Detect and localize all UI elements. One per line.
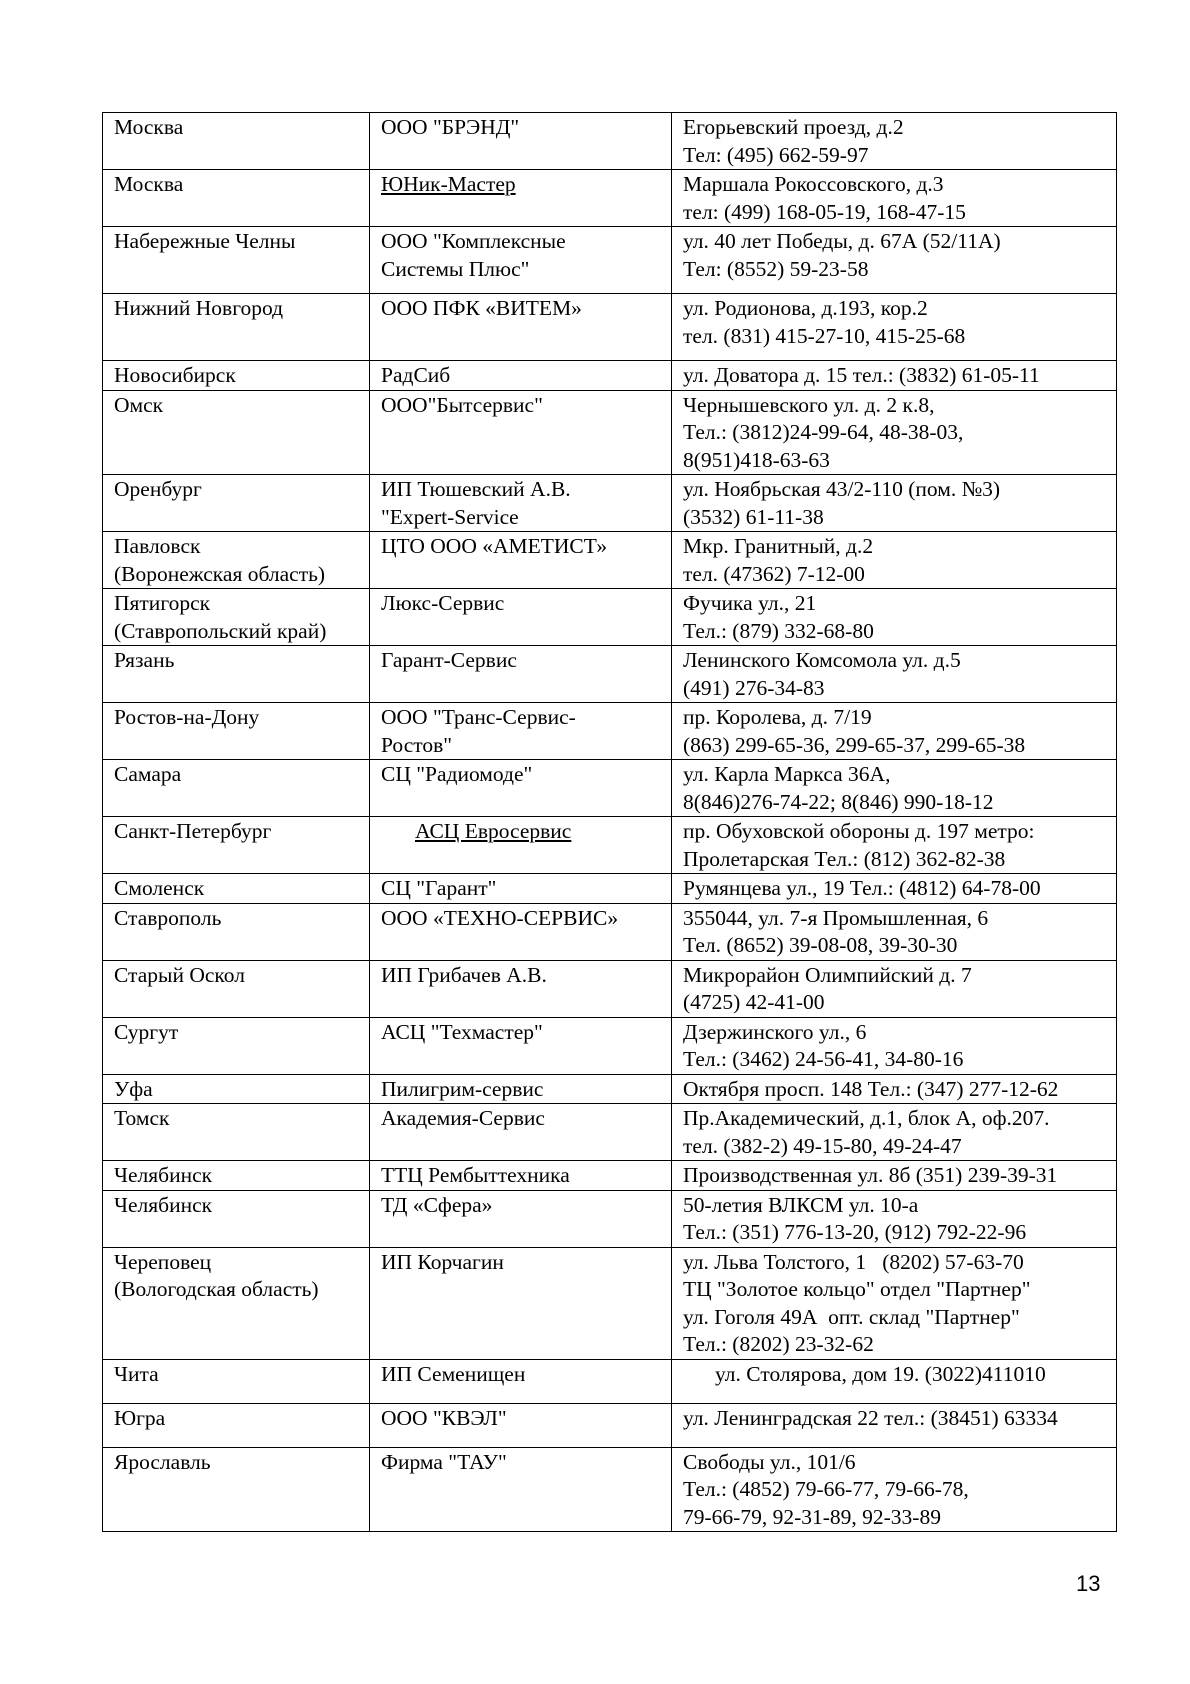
city-cell: Смоленск bbox=[103, 874, 370, 904]
company-cell: ООО "БРЭНД" bbox=[370, 113, 672, 170]
company-cell: Пилигрим-сервис bbox=[370, 1074, 672, 1104]
table-row bbox=[103, 960, 1117, 1017]
table-row bbox=[103, 1190, 1117, 1247]
address-cell: ул. Столярова, дом 19. (3022)411010 bbox=[672, 1359, 1117, 1403]
city-cell: Старый Оскол bbox=[103, 960, 370, 1017]
table-row bbox=[103, 1359, 1117, 1403]
company-cell: ООО ПФК «ВИТЕМ» bbox=[370, 294, 672, 361]
table-row bbox=[103, 1017, 1117, 1074]
table-row bbox=[103, 903, 1117, 960]
address-cell: ул. Родионова, д.193, кор.2 тел. (831) 415-27-10, 415-25-68 bbox=[672, 294, 1117, 361]
address-cell: Октября просп. 148 Тел.: (347) 277-12-62 bbox=[672, 1074, 1117, 1104]
address-cell: пр. Королева, д. 7/19 (863) 299-65-36, 299-65-37, 299-65-38 bbox=[672, 703, 1117, 760]
address-cell: ул. Ленинградская 22 тел.: (38451) 63334 bbox=[672, 1403, 1117, 1447]
city-cell: Москва bbox=[103, 113, 370, 170]
city-cell: Нижний Новгород bbox=[103, 294, 370, 361]
table-row bbox=[103, 532, 1117, 589]
address-cell: ул. Карла Маркса 36А, 8(846)276-74-22; 8(846) 990-18-12 bbox=[672, 760, 1117, 817]
page-number: 13 bbox=[1076, 1571, 1101, 1596]
company-cell: ТД «Сфера» bbox=[370, 1190, 672, 1247]
city-cell: Сургут bbox=[103, 1017, 370, 1074]
table-row bbox=[103, 1161, 1117, 1191]
city-cell: Ставрополь bbox=[103, 903, 370, 960]
city-cell: Пятигорск (Ставропольский край) bbox=[103, 589, 370, 646]
city-cell: Челябинск bbox=[103, 1161, 370, 1191]
company-link-yunik-master[interactable]: ЮНик-Мастер bbox=[381, 172, 516, 196]
table-row bbox=[103, 1104, 1117, 1161]
city-cell: Челябинск bbox=[103, 1190, 370, 1247]
table-row bbox=[103, 227, 1117, 294]
company-cell bbox=[370, 170, 672, 227]
address-cell: Мкр. Гранитный, д.2 тел. (47362) 7-12-00 bbox=[672, 532, 1117, 589]
company-cell: Фирма "ТАУ" bbox=[370, 1447, 672, 1532]
table-row bbox=[103, 475, 1117, 532]
address-cell: ул. Ноябрьская 43/2-110 (пом. №3) (3532) 61-11-38 bbox=[672, 475, 1117, 532]
table-row bbox=[103, 1247, 1117, 1359]
city-cell: Новосибирск bbox=[103, 361, 370, 391]
table-row bbox=[103, 589, 1117, 646]
company-cell: РадСиб bbox=[370, 361, 672, 391]
company-cell: Гарант-Сервис bbox=[370, 646, 672, 703]
table-row bbox=[103, 294, 1117, 361]
company-cell: АСЦ "Техмастер" bbox=[370, 1017, 672, 1074]
address-cell: ул. Льва Толстого, 1 (8202) 57-63-70 ТЦ "Золотое кольцо" отдел "Партнер" ул. Гоголя 49А опт. склад "Партнер" Тел.: (8202) 23-32-62 bbox=[672, 1247, 1117, 1359]
company-cell: ООО "КВЭЛ" bbox=[370, 1403, 672, 1447]
company-cell: Академия-Сервис bbox=[370, 1104, 672, 1161]
address-cell: Румянцева ул., 19 Тел.: (4812) 64-78-00 bbox=[672, 874, 1117, 904]
city-cell: Самара bbox=[103, 760, 370, 817]
address-cell: Дзержинского ул., 6 Тел.: (3462) 24-56-41, 34-80-16 bbox=[672, 1017, 1117, 1074]
city-cell: Рязань bbox=[103, 646, 370, 703]
address-cell: Пр.Академический, д.1, блок А, оф.207. тел. (382-2) 49-15-80, 49-24-47 bbox=[672, 1104, 1117, 1161]
address-cell: Ленинского Комсомола ул. д.5 (491) 276-34-83 bbox=[672, 646, 1117, 703]
company-cell: ООО"Бытсервис" bbox=[370, 390, 672, 475]
company-cell: ИП Тюшевский А.В. "Expert-Service bbox=[370, 475, 672, 532]
city-cell: Ростов-на-Дону bbox=[103, 703, 370, 760]
city-cell: Павловск (Воронежская область) bbox=[103, 532, 370, 589]
city-cell: Омск bbox=[103, 390, 370, 475]
address-cell: Микрорайон Олимпийский д. 7 (4725) 42-41-00 bbox=[672, 960, 1117, 1017]
address-cell: Фучика ул., 21 Тел.: (879) 332-68-80 bbox=[672, 589, 1117, 646]
address-cell: 355044, ул. 7-я Промышленная, 6 Тел. (8652) 39-08-08, 39-30-30 bbox=[672, 903, 1117, 960]
city-cell: Череповец (Вологодская область) bbox=[103, 1247, 370, 1359]
table-row bbox=[103, 760, 1117, 817]
city-cell: Чита bbox=[103, 1359, 370, 1403]
city-cell: Оренбург bbox=[103, 475, 370, 532]
address-cell: ул. 40 лет Победы, д. 67А (52/11А) Тел: (8552) 59-23-58 bbox=[672, 227, 1117, 294]
table-row bbox=[103, 170, 1117, 227]
company-cell: ООО "Транс-Сервис- Ростов" bbox=[370, 703, 672, 760]
city-cell: Томск bbox=[103, 1104, 370, 1161]
address-cell: Чернышевского ул. д. 2 к.8, Тел.: (3812)24-99-64, 48-38-03, 8(951)418-63-63 bbox=[672, 390, 1117, 475]
table-row bbox=[103, 1403, 1117, 1447]
table-row bbox=[103, 113, 1117, 170]
company-cell bbox=[370, 817, 672, 874]
city-cell: Москва bbox=[103, 170, 370, 227]
city-cell: Югра bbox=[103, 1403, 370, 1447]
table-row bbox=[103, 1074, 1117, 1104]
table-row bbox=[103, 361, 1117, 391]
city-cell: Набережные Челны bbox=[103, 227, 370, 294]
company-cell: ИП Корчагин bbox=[370, 1247, 672, 1359]
table-row bbox=[103, 646, 1117, 703]
address-cell: Егорьевский проезд, д.2 Тел: (495) 662-59-97 bbox=[672, 113, 1117, 170]
company-cell: ООО "Комплексные Системы Плюс" bbox=[370, 227, 672, 294]
table-row bbox=[103, 390, 1117, 475]
address-cell: ул. Доватора д. 15 тел.: (3832) 61-05-11 bbox=[672, 361, 1117, 391]
service-centers-table bbox=[102, 112, 1117, 1532]
company-link-asc-evroservis[interactable]: АСЦ Евросервис bbox=[415, 819, 572, 843]
company-cell: СЦ "Радиомоде" bbox=[370, 760, 672, 817]
city-cell: Ярославль bbox=[103, 1447, 370, 1532]
address-cell: Свободы ул., 101/6 Тел.: (4852) 79-66-77, 79-66-78, 79-66-79, 92-31-89, 92-33-89 bbox=[672, 1447, 1117, 1532]
company-cell: Люкс-Сервис bbox=[370, 589, 672, 646]
address-cell: пр. Обуховской обороны д. 197 метро: Пролетарская Тел.: (812) 362-82-38 bbox=[672, 817, 1117, 874]
table-row bbox=[103, 703, 1117, 760]
table-row bbox=[103, 817, 1117, 874]
company-cell: ЦТО ООО «АМЕТИСТ» bbox=[370, 532, 672, 589]
table-row bbox=[103, 874, 1117, 904]
table-row bbox=[103, 1447, 1117, 1532]
company-cell: СЦ "Гарант" bbox=[370, 874, 672, 904]
company-cell: ИП Семенищен bbox=[370, 1359, 672, 1403]
address-cell: 50-летия ВЛКСМ ул. 10-а Тел.: (351) 776-13-20, (912) 792-22-96 bbox=[672, 1190, 1117, 1247]
company-cell: ИП Грибачев А.В. bbox=[370, 960, 672, 1017]
city-cell: Санкт-Петербург bbox=[103, 817, 370, 874]
city-cell: Уфа bbox=[103, 1074, 370, 1104]
company-cell: ТТЦ Рембыттехника bbox=[370, 1161, 672, 1191]
address-cell: Маршала Рокоссовского, д.3 тел: (499) 168-05-19, 168-47-15 bbox=[672, 170, 1117, 227]
address-cell: Производственная ул. 8б (351) 239-39-31 bbox=[672, 1161, 1117, 1191]
company-cell: ООО «ТЕХНО-СЕРВИС» bbox=[370, 903, 672, 960]
